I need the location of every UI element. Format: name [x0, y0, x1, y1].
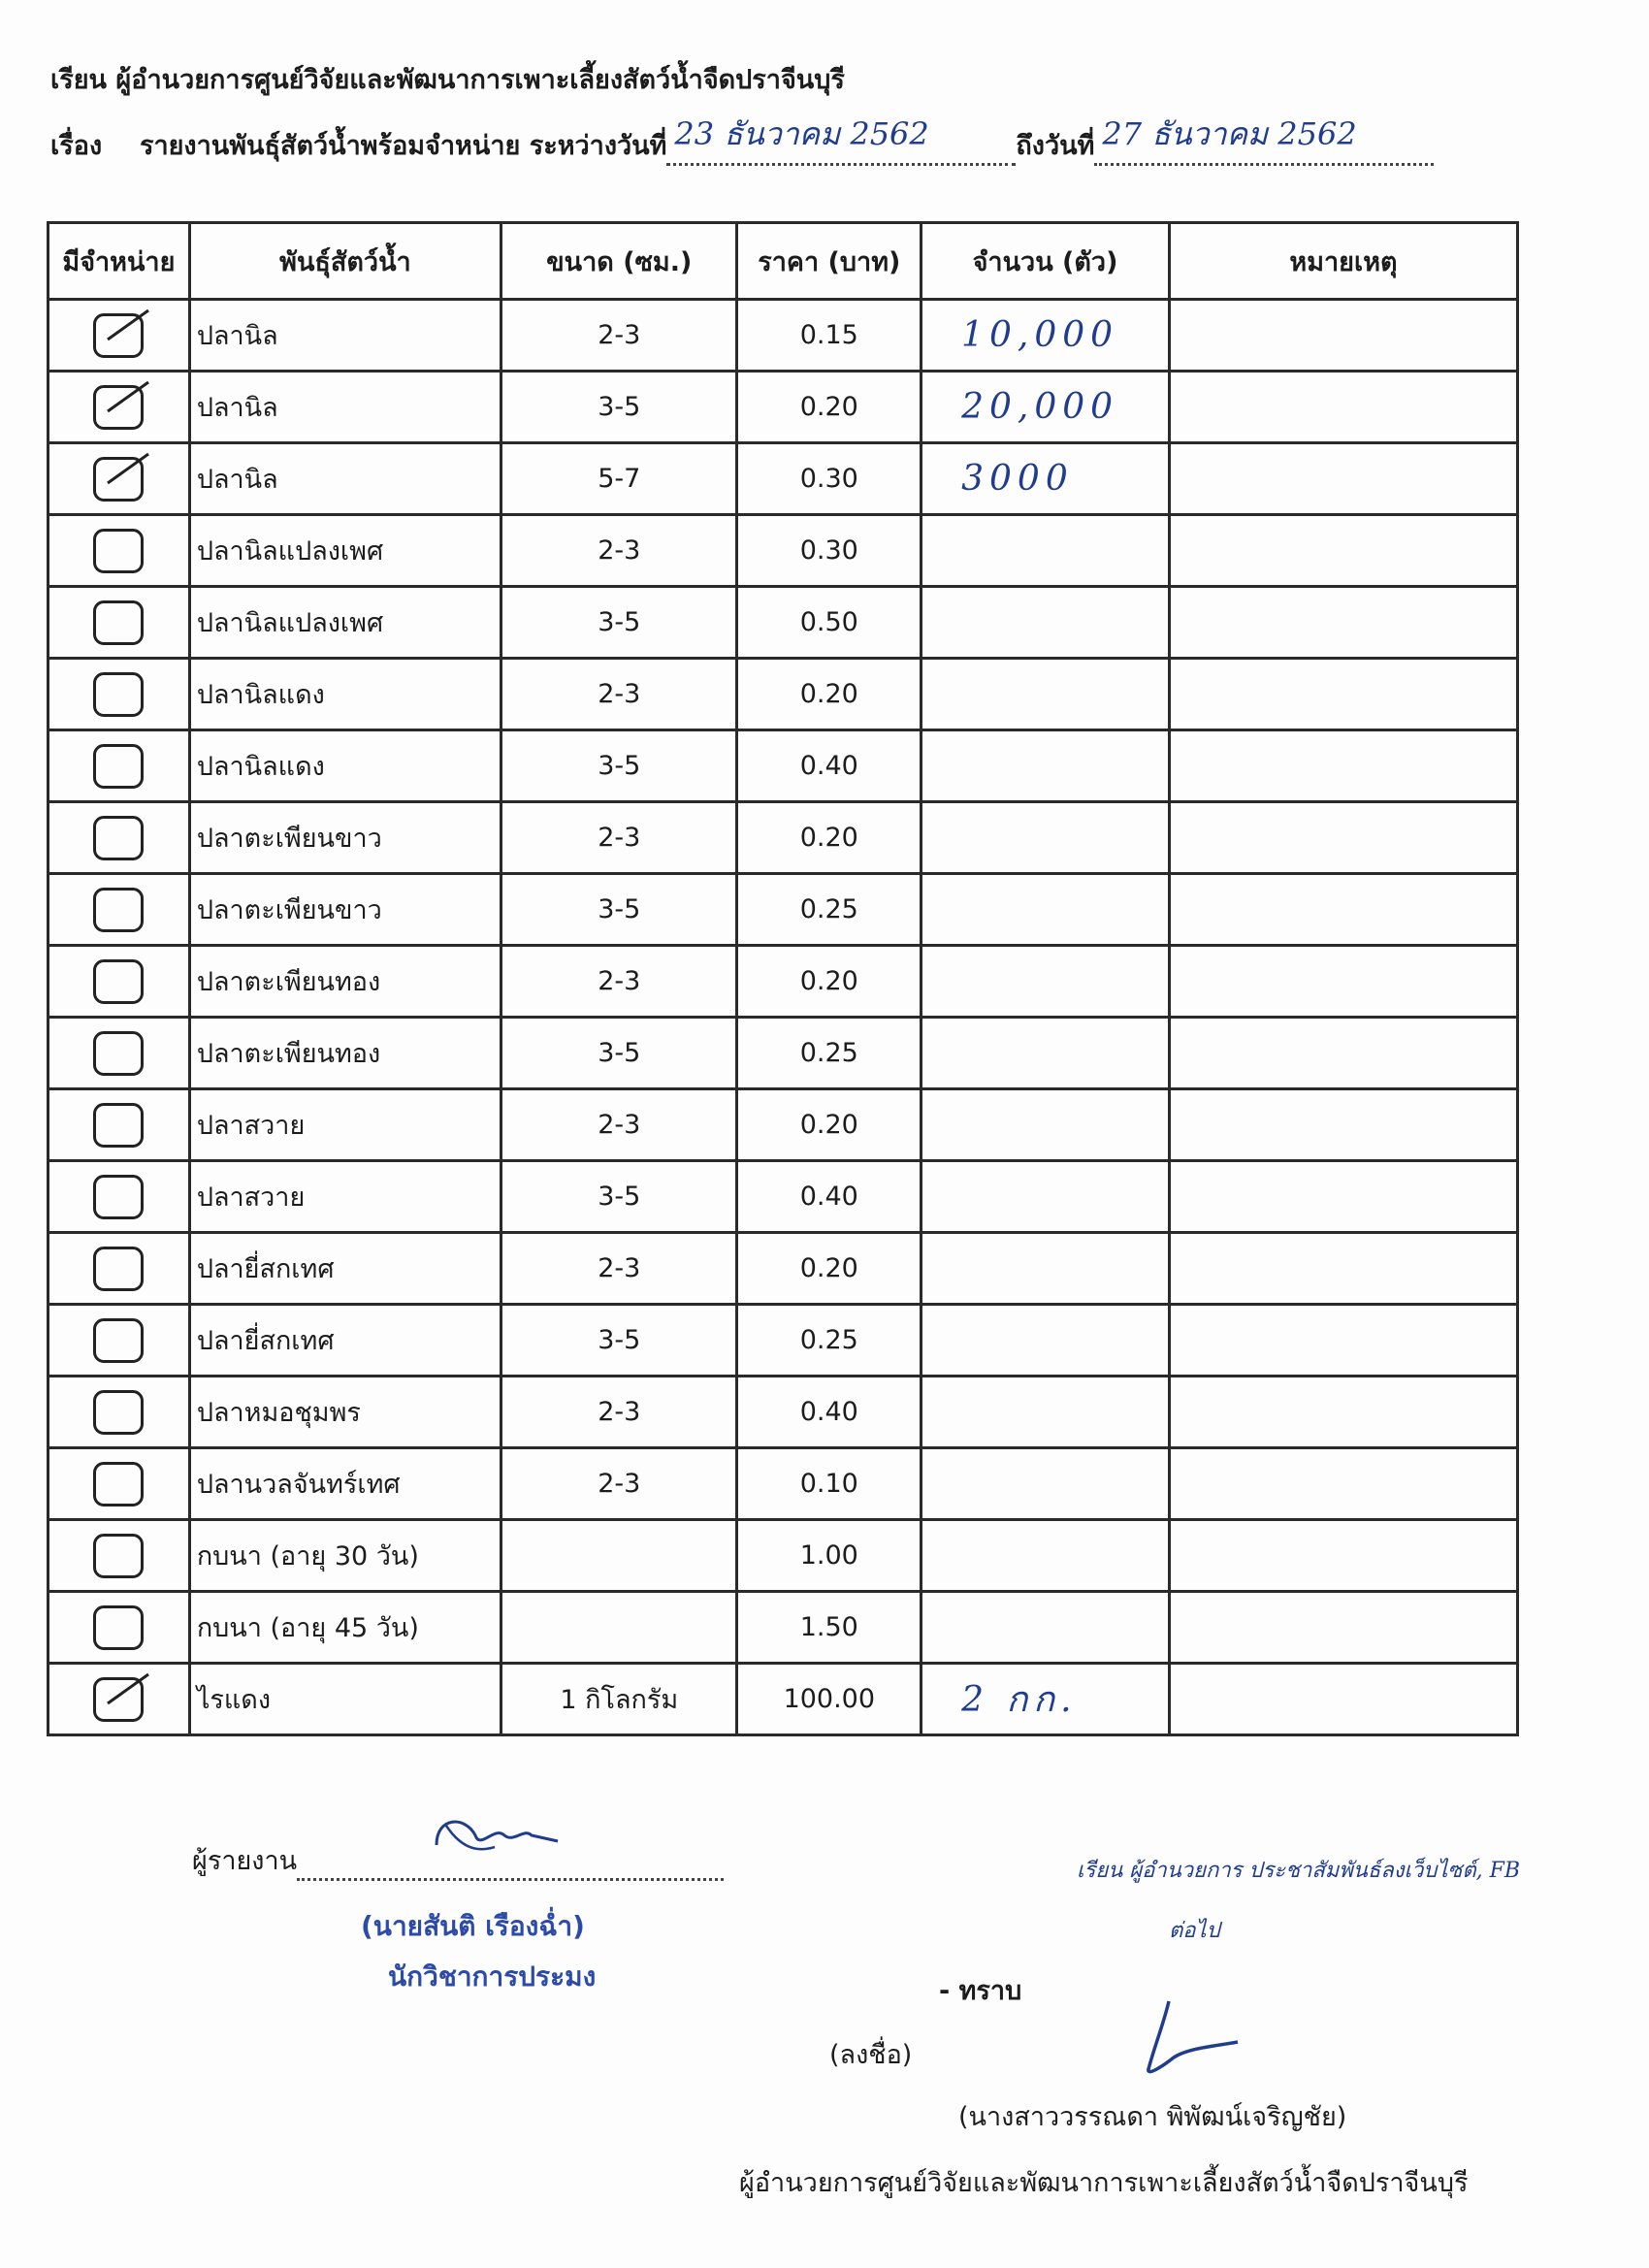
quantity-cell	[922, 1089, 1170, 1161]
remark-cell	[1169, 372, 1517, 443]
director-title: ผู้อำนวยการศูนย์วิจัยและพัฒนาการเพาะเลี้ยงสัตว์น้ำจืดปราจีนบุรี	[739, 2168, 1469, 2198]
size-cell: 2-3	[501, 515, 737, 587]
empty-checkbox[interactable]	[93, 1534, 144, 1578]
col-price: ราคา (บาท)	[737, 223, 922, 300]
empty-checkbox[interactable]	[93, 1031, 144, 1076]
size-cell: 2-3	[501, 1448, 737, 1520]
table-row	[48, 1448, 1518, 1520]
available-cell	[48, 1089, 190, 1161]
addressee-label: เรียน	[50, 65, 108, 95]
size-cell: 3-5	[501, 1161, 737, 1233]
table-row	[48, 802, 1518, 874]
empty-checkbox[interactable]	[93, 1103, 144, 1148]
available-cell	[48, 1233, 190, 1305]
price-cell: 0.20	[737, 802, 922, 874]
size-cell: 2-3	[501, 802, 737, 874]
remark-cell	[1169, 515, 1517, 587]
size-cell: 3-5	[501, 587, 737, 659]
remark-cell	[1169, 1664, 1517, 1735]
table-row	[48, 1520, 1518, 1592]
species-cell: ปลาตะเพียนทอง	[189, 946, 501, 1018]
available-cell	[48, 443, 190, 515]
size-cell: 3-5	[501, 874, 737, 946]
remark-cell	[1169, 659, 1517, 730]
available-cell	[48, 1448, 190, 1520]
size-cell: 3-5	[501, 1305, 737, 1377]
checked-checkbox[interactable]	[93, 385, 144, 430]
size-cell: 3-5	[501, 730, 737, 802]
table-row	[48, 372, 1518, 443]
available-cell	[48, 1592, 190, 1664]
quantity-cell	[922, 515, 1170, 587]
species-cell: ปลานวลจันทร์เทศ	[189, 1448, 501, 1520]
empty-checkbox[interactable]	[93, 1390, 144, 1435]
empty-checkbox[interactable]	[93, 1247, 144, 1291]
quantity-cell	[922, 443, 1170, 515]
species-cell: ปลาสวาย	[189, 1161, 501, 1233]
subject-text: รายงานพันธุ์สัตว์น้ำพร้อมจำหน่าย ระหว่างวันที่	[139, 131, 667, 161]
size-cell: 2-3	[501, 1377, 737, 1448]
table-row	[48, 587, 1518, 659]
available-cell	[48, 1161, 190, 1233]
remark-cell	[1169, 730, 1517, 802]
sign-label: (ลงชื่อ)	[829, 2040, 913, 2070]
quantity-cell	[922, 1305, 1170, 1377]
remark-cell	[1169, 1018, 1517, 1089]
remark-cell	[1169, 1161, 1517, 1233]
price-cell: 0.30	[737, 515, 922, 587]
price-cell: 0.40	[737, 1377, 922, 1448]
size-cell: 2-3	[501, 1233, 737, 1305]
price-cell: 1.00	[737, 1520, 922, 1592]
quantity-cell	[922, 730, 1170, 802]
quantity-cell	[922, 372, 1170, 443]
col-available: มีจำหน่าย	[48, 223, 190, 300]
reporter-title-stamp: นักวิชาการประมง	[388, 1960, 597, 1993]
species-cell: ปลาตะเพียนขาว	[189, 802, 501, 874]
handwritten-quantity: 10,000	[961, 315, 1119, 355]
empty-checkbox[interactable]	[93, 1462, 144, 1507]
species-cell: ปลานิล	[189, 300, 501, 372]
check-mark-icon	[104, 378, 152, 417]
price-cell: 0.30	[737, 443, 922, 515]
available-cell	[48, 1377, 190, 1448]
quantity-cell	[922, 1377, 1170, 1448]
table-row	[48, 1161, 1518, 1233]
table-row	[48, 1089, 1518, 1161]
remark-cell	[1169, 1233, 1517, 1305]
quantity-cell	[922, 802, 1170, 874]
size-cell: 3-5	[501, 1018, 737, 1089]
empty-checkbox[interactable]	[93, 816, 144, 860]
fish-table	[47, 221, 1519, 1736]
empty-checkbox[interactable]	[93, 744, 144, 789]
check-mark-icon	[104, 450, 152, 489]
available-cell	[48, 587, 190, 659]
date-from-field	[666, 115, 1016, 166]
species-cell: ปลานิล	[189, 372, 501, 443]
remark-cell	[1169, 802, 1517, 874]
species-cell: ปลาตะเพียนขาว	[189, 874, 501, 946]
price-cell: 0.15	[737, 300, 922, 372]
reporter-label: ผู้รายงาน	[192, 1846, 298, 1876]
price-cell: 0.50	[737, 587, 922, 659]
remark-cell	[1169, 1520, 1517, 1592]
quantity-cell	[922, 1448, 1170, 1520]
remark-cell	[1169, 874, 1517, 946]
reporter-name-stamp: (นายสันติ เรืองฉ่ำ)	[361, 1910, 585, 1942]
size-cell: 2-3	[501, 946, 737, 1018]
reporter-signature	[427, 1806, 563, 1864]
empty-checkbox[interactable]	[93, 888, 144, 932]
subject-label: เรื่อง	[50, 131, 103, 161]
available-cell	[48, 659, 190, 730]
handwritten-quantity: 20,000	[961, 387, 1119, 427]
available-cell	[48, 802, 190, 874]
remark-cell	[1169, 1377, 1517, 1448]
price-cell: 0.20	[737, 1089, 922, 1161]
size-cell: 5-7	[501, 443, 737, 515]
empty-checkbox[interactable]	[93, 1175, 144, 1219]
handwritten-quantity: 2 กก.	[961, 1680, 1078, 1720]
species-cell: ปลานิลแดง	[189, 730, 501, 802]
price-cell: 1.50	[737, 1592, 922, 1664]
check-mark-icon	[104, 307, 152, 345]
acknowledge-text: - ทราบ	[939, 1976, 1022, 2006]
species-cell: ปลาหมอชุมพร	[189, 1377, 501, 1448]
table-row	[48, 946, 1518, 1018]
handwritten-quantity: 3000	[961, 459, 1074, 499]
date-to-field	[1094, 115, 1434, 166]
addressee-line	[50, 58, 845, 100]
quantity-cell	[922, 946, 1170, 1018]
species-cell: ปลายี่สกเทศ	[189, 1233, 501, 1305]
checked-checkbox[interactable]	[93, 313, 144, 358]
table-row	[48, 730, 1518, 802]
director-signature	[1135, 1993, 1242, 2081]
species-cell: ปลานิลแดง	[189, 659, 501, 730]
available-cell	[48, 874, 190, 946]
table-row	[48, 1233, 1518, 1305]
remark-cell	[1169, 1592, 1517, 1664]
handwritten-note-1: เรียน ผู้อำนวยการ ประชาสัมพันธ์ลงเว็บไซต์, FB	[1077, 1859, 1521, 1883]
price-cell: 0.20	[737, 946, 922, 1018]
price-cell: 100.00	[737, 1664, 922, 1735]
col-remark: หมายเหตุ	[1169, 223, 1517, 300]
size-cell	[501, 1520, 737, 1592]
remark-cell	[1169, 946, 1517, 1018]
species-cell: ปลานิลแปลงเพศ	[189, 587, 501, 659]
size-cell: 2-3	[501, 659, 737, 730]
remark-cell	[1169, 1448, 1517, 1520]
species-cell: กบนา (อายุ 30 วัน)	[189, 1520, 501, 1592]
quantity-cell	[922, 1018, 1170, 1089]
date-from-handwritten: 23 ธันวาคม 2562	[674, 115, 929, 152]
handwritten-note-2: ต่อไป	[1169, 1919, 1220, 1943]
available-cell	[48, 1305, 190, 1377]
price-cell: 0.25	[737, 1305, 922, 1377]
available-cell	[48, 372, 190, 443]
price-cell: 0.40	[737, 1161, 922, 1233]
quantity-cell	[922, 300, 1170, 372]
col-size: ขนาด (ซม.)	[501, 223, 737, 300]
available-cell	[48, 1664, 190, 1735]
price-cell: 0.25	[737, 874, 922, 946]
remark-cell	[1169, 1305, 1517, 1377]
addressee-text: ผู้อำนวยการศูนย์วิจัยและพัฒนาการเพาะเลี้ยงสัตว์น้ำจืดปราจีนบุรี	[115, 65, 845, 95]
price-cell: 0.10	[737, 1448, 922, 1520]
species-cell: ปลาตะเพียนทอง	[189, 1018, 501, 1089]
col-quantity: จำนวน (ตัว)	[922, 223, 1170, 300]
empty-checkbox[interactable]	[93, 1318, 144, 1363]
empty-checkbox[interactable]	[93, 529, 144, 573]
available-cell	[48, 1520, 190, 1592]
quantity-cell	[922, 1592, 1170, 1664]
quantity-cell	[922, 659, 1170, 730]
quantity-cell	[922, 1664, 1170, 1735]
table-row	[48, 300, 1518, 372]
director-name: (นางสาววรรณดา พิพัฒน์เจริญชัย)	[958, 2102, 1347, 2132]
available-cell	[48, 300, 190, 372]
price-cell: 0.40	[737, 730, 922, 802]
available-cell	[48, 730, 190, 802]
size-cell: 3-5	[501, 372, 737, 443]
available-cell	[48, 1018, 190, 1089]
remark-cell	[1169, 443, 1517, 515]
price-cell: 0.20	[737, 372, 922, 443]
remark-cell	[1169, 300, 1517, 372]
price-cell: 0.25	[737, 1018, 922, 1089]
available-cell	[48, 946, 190, 1018]
empty-checkbox[interactable]	[93, 672, 144, 717]
remark-cell	[1169, 1089, 1517, 1161]
subject-line	[50, 115, 1434, 166]
table-row	[48, 1018, 1518, 1089]
quantity-cell	[922, 874, 1170, 946]
empty-checkbox[interactable]	[93, 959, 144, 1004]
table-row	[48, 1664, 1518, 1735]
available-cell	[48, 515, 190, 587]
species-cell: กบนา (อายุ 45 วัน)	[189, 1592, 501, 1664]
table-row	[48, 515, 1518, 587]
date-to-label: ถึงวันที่	[1016, 131, 1095, 161]
table-row	[48, 874, 1518, 946]
table-row	[48, 1305, 1518, 1377]
species-cell: ปลายี่สกเทศ	[189, 1305, 501, 1377]
quantity-cell	[922, 1161, 1170, 1233]
table-row	[48, 1592, 1518, 1664]
table-row	[48, 1377, 1518, 1448]
size-cell: 2-3	[501, 300, 737, 372]
empty-checkbox[interactable]	[93, 1605, 144, 1650]
species-cell: ปลานิล	[189, 443, 501, 515]
checked-checkbox[interactable]	[93, 1677, 144, 1722]
species-cell: ปลาสวาย	[189, 1089, 501, 1161]
size-cell: 2-3	[501, 1089, 737, 1161]
check-mark-icon	[104, 1670, 152, 1709]
size-cell	[501, 1592, 737, 1664]
quantity-cell	[922, 587, 1170, 659]
species-cell: ปลานิลแปลงเพศ	[189, 515, 501, 587]
table-header-row	[48, 223, 1518, 300]
price-cell: 0.20	[737, 659, 922, 730]
price-cell: 0.20	[737, 1233, 922, 1305]
quantity-cell	[922, 1520, 1170, 1592]
size-cell: 1 กิโลกรัม	[501, 1664, 737, 1735]
table-row	[48, 659, 1518, 730]
checked-checkbox[interactable]	[93, 457, 144, 502]
empty-checkbox[interactable]	[93, 600, 144, 645]
col-species: พันธุ์สัตว์น้ำ	[189, 223, 501, 300]
date-to-handwritten: 27 ธันวาคม 2562	[1102, 115, 1357, 152]
quantity-cell	[922, 1233, 1170, 1305]
remark-cell	[1169, 587, 1517, 659]
table-row	[48, 443, 1518, 515]
species-cell: ไรแดง	[189, 1664, 501, 1735]
